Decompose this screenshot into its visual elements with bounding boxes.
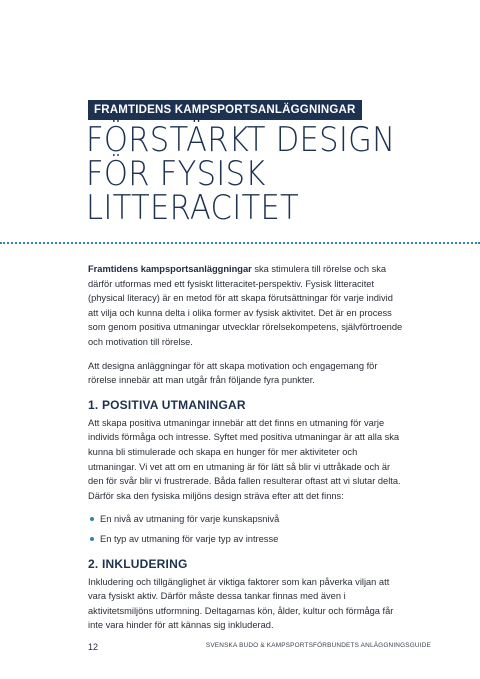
page-number: 12 [88, 642, 99, 652]
paragraph-two: Att designa anläggningar för att skapa motivation och engagemang för rörelse innebär att man utgår från följande fyra punkter. [88, 360, 378, 386]
title-line-1: FÖRSTÄRKT DESIGN [86, 120, 396, 160]
bullet-icon [90, 517, 94, 521]
article-body [88, 262, 403, 642]
section-kicker-label: FRAMTIDENS KAMPSPORTSANLÄGGNINGAR [88, 100, 362, 120]
section-2-heading: 2. INKLUDERING [88, 556, 188, 571]
list-item [88, 512, 403, 527]
list-item-text: En nivå av utmaning för varje kunskapsnivå [100, 514, 280, 525]
list-item [88, 532, 403, 547]
title-line-2: FÖR FYSISK [86, 154, 266, 194]
intro-text: ska stimulera till rörelse och ska därför utformas med ett fysiskt litteracitet-perspektiv. Fysisk litteracitet (physical literacy) är en metod för att skapa förutsättningar för varje individ att vilja och kunna delta i olika former av fysisk aktivitet. Det är en process som genom positiva utmaningar utvecklar rörelsekompetens, självförtroende och motivation till rörelse. [88, 264, 403, 347]
page-title [86, 120, 396, 228]
publication-title: SVENSKA BUDO & KAMPSPORTSFÖRBUNDETS ANLÄGGNINGSGUIDE [205, 642, 431, 649]
section-1-heading: 1. POSITIVA UTMANINGAR [88, 397, 246, 412]
section-1-body: Att skapa positiva utmaningar innebär att det finns en utmaning för varje individs förmåga och intresse. Syftet med positiva utmaningar är att alla ska kunna bli stimulerade och skapa en hunger för mer aktiviteter och utmaningar. Vi vet att om en utmaning är för lätt så blir vi uttråkade och är den för svår blir vi frustrerade. Båda fallen resulterar oftast att vi slutar delta. Därför ska den fysiska miljöns design sträva efter att det finns: [88, 417, 401, 501]
title-line-3: LITTERACITET [86, 188, 300, 228]
intro-paragraph [88, 262, 403, 350]
list-item-text: En typ av utmaning för varje typ av intresse [100, 533, 279, 544]
intro-bold-lead: Framtidens kampsportsanläggningar [88, 264, 252, 274]
bullet-icon [90, 537, 94, 541]
bullet-list [88, 512, 403, 546]
section-2-body: Inkludering och tillgänglighet är viktiga faktorer som kan påverka viljan att vara fysiskt aktiv. Därför måste dessa tankar finnas med även i aktivitetsmiljöns utformning. Deltagarnas kön, ålder, kultur och förmåga får inte vara hinder för att kännas sig inkluderad. [88, 576, 394, 631]
dotted-divider [0, 242, 480, 244]
